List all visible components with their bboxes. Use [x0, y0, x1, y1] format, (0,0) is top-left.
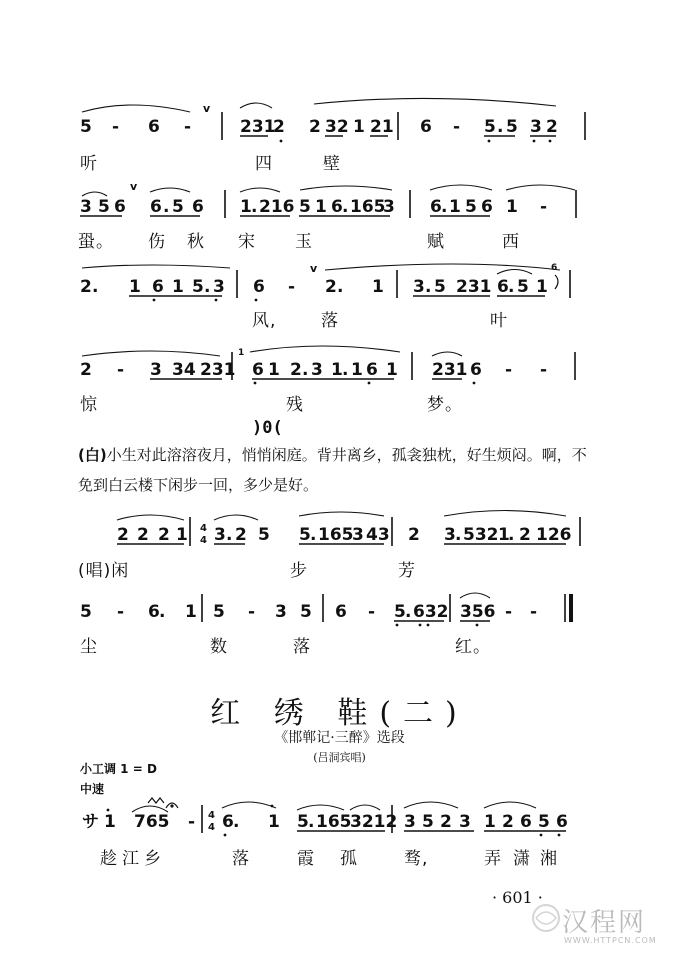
svg-text:231: 231	[432, 360, 468, 380]
svg-text:.: .	[233, 812, 240, 832]
lyric-3-1: 风,	[252, 311, 277, 331]
svg-text:632: 632	[413, 602, 449, 622]
svg-text:.: .	[497, 117, 504, 137]
svg-text:2: 2	[325, 277, 337, 297]
svg-text:4: 4	[208, 822, 215, 833]
svg-text:6: 6	[114, 197, 126, 217]
svg-text:1: 1	[172, 277, 184, 297]
svg-text:.: .	[92, 277, 99, 297]
svg-text:2: 2	[309, 117, 321, 137]
svg-text:-: -	[540, 360, 548, 380]
svg-text:.: .	[441, 197, 448, 217]
lyric-2-4: 宋	[238, 232, 256, 252]
svg-text:.: .	[159, 602, 166, 622]
svg-text:6: 6	[430, 197, 442, 217]
lyric-2-1: 蛩。	[78, 232, 114, 252]
svg-text:4: 4	[200, 535, 207, 546]
svg-text:231: 231	[240, 117, 276, 137]
svg-text:5: 5	[299, 525, 311, 545]
svg-text:1: 1	[129, 277, 141, 297]
svg-text:6: 6	[551, 263, 558, 273]
svg-text:1: 1	[176, 525, 188, 545]
system-7-notes	[82, 810, 568, 833]
system-6-notes	[80, 602, 537, 622]
svg-text:356: 356	[460, 602, 496, 622]
svg-text:.: .	[337, 277, 344, 297]
svg-text:-: -	[505, 602, 513, 622]
interlude-mark: )0(	[252, 418, 283, 438]
svg-text:6: 6	[556, 812, 568, 832]
svg-text:3: 3	[383, 197, 395, 217]
spoken-passage	[78, 440, 598, 500]
lyric-1-1: 听	[80, 154, 98, 174]
svg-text:1: 1	[268, 360, 280, 380]
svg-text:6: 6	[520, 812, 532, 832]
svg-text:2: 2	[519, 525, 531, 545]
svg-text:21: 21	[370, 117, 394, 137]
svg-text:5: 5	[258, 525, 270, 545]
svg-text:165: 165	[318, 525, 354, 545]
svg-text:5: 5	[172, 197, 184, 217]
svg-text:6: 6	[252, 360, 264, 380]
svg-text:1: 1	[315, 197, 327, 217]
svg-text:165: 165	[316, 812, 352, 832]
svg-text:2: 2	[137, 525, 149, 545]
svg-text:3: 3	[275, 602, 287, 622]
svg-text:3: 3	[530, 117, 542, 137]
lyric-4-2: 残	[286, 395, 304, 415]
lyric-6-2: 数	[210, 637, 228, 657]
svg-text:2: 2	[502, 812, 514, 832]
svg-text:1: 1	[353, 117, 365, 137]
lyric-7-7: 骛,	[404, 849, 429, 869]
system-3-notes	[80, 262, 557, 297]
lyric-2-2: 伤	[148, 232, 166, 252]
spoken-label: (白)	[78, 446, 107, 464]
svg-text:3: 3	[459, 812, 471, 832]
svg-text:5: 5	[213, 602, 225, 622]
svg-text:1: 1	[331, 360, 343, 380]
svg-text:.: .	[405, 602, 412, 622]
svg-text:6: 6	[148, 602, 160, 622]
svg-text:4: 4	[208, 810, 215, 821]
lyric-6-1: 尘	[80, 637, 98, 657]
svg-text:.: .	[342, 360, 349, 380]
watermark	[530, 896, 670, 956]
svg-text:5: 5	[517, 277, 529, 297]
lyric-7-1: 趁	[100, 849, 118, 869]
svg-text:1: 1	[104, 812, 116, 832]
svg-text:32: 32	[325, 117, 349, 137]
svg-text:1: 1	[372, 277, 384, 297]
svg-text:126: 126	[536, 525, 572, 545]
lyric-1-2: 四	[255, 154, 273, 174]
svg-text:5: 5	[394, 602, 406, 622]
svg-text:3: 3	[213, 277, 225, 297]
lyric-3-2: 落	[321, 311, 339, 331]
svg-text:3: 3	[413, 277, 425, 297]
svg-text:2: 2	[80, 277, 92, 297]
svg-text:2: 2	[546, 117, 558, 137]
svg-text:.: .	[455, 525, 462, 545]
svg-text:.: .	[308, 812, 315, 832]
svg-text:1: 1	[536, 277, 548, 297]
svg-text:231: 231	[200, 360, 236, 380]
svg-text:5: 5	[300, 602, 312, 622]
lyric-5-3: 芳	[398, 561, 416, 581]
svg-text:2: 2	[117, 525, 129, 545]
lyric-7-8: 弄	[484, 849, 502, 869]
svg-text:v: v	[130, 180, 138, 193]
key-signature: 小工调 1 = D	[80, 762, 157, 776]
svg-text:3: 3	[214, 525, 226, 545]
svg-text:3: 3	[352, 525, 364, 545]
svg-text:.: .	[226, 525, 233, 545]
svg-text:6: 6	[481, 197, 493, 217]
lyric-7-5: 霞	[297, 849, 315, 869]
svg-text:1: 1	[351, 360, 363, 380]
page-number: · 601 ·	[492, 888, 543, 907]
svg-text:.: .	[163, 197, 170, 217]
svg-text:5: 5	[80, 602, 92, 622]
song-subtitle: 《邯郸记·三醉》选段	[274, 730, 405, 746]
svg-text:6: 6	[192, 197, 204, 217]
svg-text:6: 6	[497, 277, 509, 297]
watermark-url: WWW.HTTPCN.COM	[564, 936, 657, 945]
lyric-2-7: 西	[502, 232, 520, 252]
svg-text:6: 6	[331, 197, 343, 217]
svg-text:.: .	[302, 360, 309, 380]
svg-text:.: .	[508, 277, 515, 297]
lyric-1-3: 壁	[323, 154, 341, 174]
song-title: 红 绣 鞋(二)	[210, 696, 469, 731]
lyric-7-2: 江	[122, 849, 140, 869]
svg-text:5: 5	[538, 812, 550, 832]
svg-text:3: 3	[311, 360, 323, 380]
svg-text:5: 5	[506, 117, 518, 137]
tempo-marking: 中速	[80, 782, 105, 796]
svg-text:532: 532	[463, 525, 499, 545]
svg-text:5: 5	[98, 197, 110, 217]
svg-text:1: 1	[506, 197, 518, 217]
svg-text:6: 6	[152, 277, 164, 297]
svg-text:5: 5	[192, 277, 204, 297]
lyric-6-3: 落	[293, 637, 311, 657]
song-singer: (吕洞宾唱)	[313, 751, 366, 764]
svg-text:-: -	[453, 117, 461, 137]
svg-text:-: -	[112, 117, 120, 137]
svg-text:5: 5	[80, 117, 92, 137]
svg-text:6: 6	[420, 117, 432, 137]
svg-text:2: 2	[440, 812, 452, 832]
lyric-7-3: 乡	[144, 849, 162, 869]
svg-text:-: -	[248, 602, 256, 622]
svg-text:6: 6	[222, 812, 234, 832]
svg-text:6: 6	[148, 117, 160, 137]
spoken-text: 小生对此溶溶夜月，悄悄闲庭。背井离乡，孤衾独枕，好生烦闷。啊，不免到白云楼下闲步一回，多少是好。	[78, 446, 587, 494]
svg-text:2: 2	[408, 525, 420, 545]
svg-text:3212: 3212	[350, 812, 398, 832]
svg-text:6: 6	[150, 197, 162, 217]
svg-text:-: -	[368, 602, 376, 622]
svg-text:.: .	[310, 525, 317, 545]
svg-text:231: 231	[456, 277, 492, 297]
lyric-7-4: 落	[232, 849, 250, 869]
system-2-notes	[80, 180, 547, 217]
svg-text:-: -	[117, 602, 125, 622]
svg-text:6: 6	[335, 602, 347, 622]
high-octave-dots	[107, 805, 274, 812]
svg-text:-: -	[184, 117, 192, 137]
svg-text:1: 1	[484, 812, 496, 832]
svg-text:.: .	[425, 277, 432, 297]
lyric-2-5: 玉	[295, 232, 313, 252]
svg-text:サ: サ	[82, 812, 99, 832]
lyric-7-9: 潇	[513, 849, 531, 869]
svg-text:.: .	[251, 197, 258, 217]
svg-text:5: 5	[484, 117, 496, 137]
svg-text:1: 1	[240, 197, 252, 217]
svg-text:5: 5	[465, 197, 477, 217]
lyric-7-10: 湘	[540, 849, 558, 869]
svg-text:2: 2	[290, 360, 302, 380]
system-5-notes	[117, 523, 572, 546]
svg-text:3: 3	[150, 360, 162, 380]
svg-text:1: 1	[449, 197, 461, 217]
svg-text:6: 6	[366, 360, 378, 380]
svg-text:2: 2	[273, 117, 285, 137]
lyric-4-1: 惊	[80, 395, 98, 415]
svg-text:5: 5	[434, 277, 446, 297]
svg-text:v: v	[203, 102, 211, 115]
svg-text:5: 5	[422, 812, 434, 832]
svg-text:2: 2	[80, 360, 92, 380]
svg-text:216: 216	[259, 197, 295, 217]
lyric-2-6: 赋	[427, 232, 445, 252]
svg-text:v: v	[310, 262, 318, 275]
svg-text:1: 1	[386, 360, 398, 380]
svg-text:2: 2	[235, 525, 247, 545]
svg-text:1: 1	[238, 348, 245, 358]
svg-text:3: 3	[80, 197, 92, 217]
svg-text:-: -	[505, 360, 513, 380]
lyric-5-1: (唱)闲	[78, 561, 130, 581]
lyric-5-2: 步	[290, 561, 308, 581]
svg-text:1: 1	[185, 602, 197, 622]
svg-text:43: 43	[366, 525, 390, 545]
svg-text:1: 1	[268, 812, 280, 832]
svg-text:-: -	[117, 360, 125, 380]
svg-text:1: 1	[498, 525, 510, 545]
svg-text:.: .	[204, 277, 211, 297]
system-1-notes	[80, 102, 558, 137]
svg-text:5: 5	[299, 197, 311, 217]
lyric-2-3: 秋	[187, 232, 205, 252]
lyric-6-4: 红。	[455, 637, 491, 657]
svg-text:765: 765	[134, 812, 170, 832]
lyric-7-6: 孤	[340, 849, 358, 869]
svg-text:3: 3	[404, 812, 416, 832]
svg-text:165: 165	[350, 197, 386, 217]
svg-text:2: 2	[158, 525, 170, 545]
lyric-4-3: 梦。	[427, 395, 463, 415]
svg-text:-: -	[530, 602, 538, 622]
svg-text:-: -	[288, 277, 296, 297]
system-4-notes	[80, 348, 547, 380]
svg-text:-: -	[188, 812, 196, 832]
watermark-brand: 汉程网	[562, 908, 647, 938]
svg-text:3: 3	[444, 525, 456, 545]
svg-text:.: .	[342, 197, 349, 217]
lyric-3-3: 叶	[490, 311, 508, 331]
svg-text:-: -	[540, 197, 548, 217]
svg-text:34: 34	[172, 360, 196, 380]
svg-text:6: 6	[470, 360, 482, 380]
svg-text:.: .	[508, 525, 515, 545]
svg-text:4: 4	[200, 523, 207, 534]
svg-text:5: 5	[297, 812, 309, 832]
svg-text:6: 6	[253, 277, 265, 297]
